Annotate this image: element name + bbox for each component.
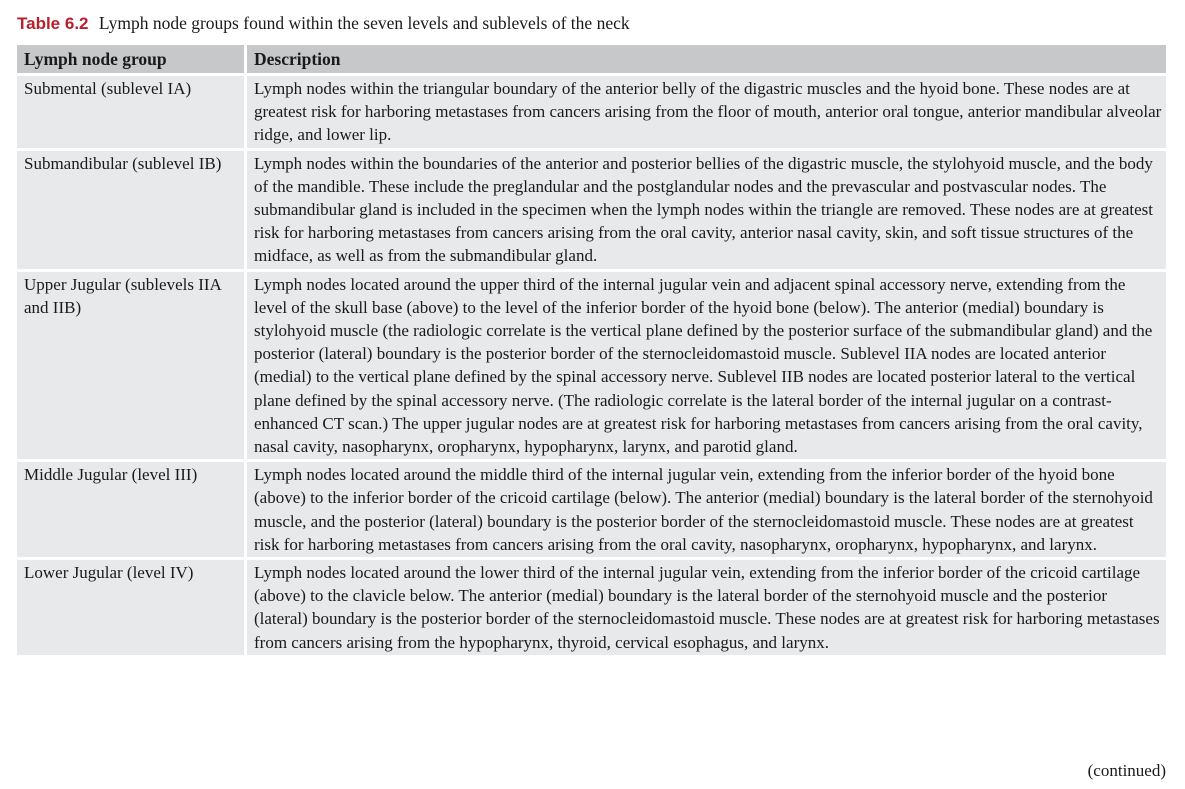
table-row: [17, 75, 1166, 150]
table-row: [17, 461, 1166, 559]
lymph-node-group-cell: Middle Jugular (level III): [17, 461, 246, 559]
table-header-row: [17, 45, 1166, 75]
table-number: Table 6.2: [17, 14, 89, 33]
table-row: [17, 149, 1166, 270]
description-cell: Lymph nodes located around the middle third of the internal jugular vein, extending from the inferior border of the hyoid bone (above) to the inferior border of the cricoid cartilage (below). The anterior (medial) boundary is the lateral border of the sternohyoid muscle, and the posterior (lateral) boundary is the posterior border of the sternocleidomastoid muscle. These nodes are at greatest risk for harboring metastases from cancers arising from the oral cavity, nasopharynx, oropharynx, hypopharynx, and larynx.: [246, 461, 1167, 559]
table-row: [17, 559, 1166, 655]
lymph-node-group-cell: Lower Jugular (level IV): [17, 559, 246, 655]
table-title: Lymph node groups found within the seven levels and sublevels of the neck: [98, 13, 630, 33]
lymph-node-group-cell: Submandibular (sublevel IB): [17, 149, 246, 270]
column-header-description: Description: [246, 45, 1167, 75]
lymph-node-group-cell: Submental (sublevel IA): [17, 75, 246, 150]
table-row: [17, 270, 1166, 461]
column-header-group: Lymph node group: [17, 45, 246, 75]
lymph-node-group-cell: Upper Jugular (sublevels IIA and IIB): [17, 270, 246, 461]
description-cell: Lymph nodes located around the upper third of the internal jugular vein and adjacent spinal accessory nerve, extending from the level of the skull base (above) to the level of the inferior border of the hyoid bone (below). The anterior (medial) boundary is stylohyoid muscle (the radiologic correlate is the vertical plane defined by the posterior surface of the submandibular gland) and the posterior (lateral) boundary is the posterior border of the sternocleidomastoid muscle. Sublevel IIA nodes are located anterior (medial) to the vertical plane defined by the spinal accessory nerve. Sublevel IIB nodes are located posterior lateral to the vertical plane defined by the spinal accessory nerve. (The radiologic correlate is the lateral border of the internal jugular on a contrast-enhanced CT scan.) The upper jugular nodes are at greatest risk for harboring metastases from cancers arising from the oral cavity, nasal cavity, nasopharynx, oropharynx, hypopharynx, larynx, and parotid gland.: [246, 270, 1167, 461]
continued-note: (continued): [1087, 761, 1166, 780]
description-cell: Lymph nodes within the boundaries of the anterior and posterior bellies of the digastric muscle, the stylohyoid muscle, and the body of the mandible. These include the preglandular and the postglandular nodes and the prevascular and postvascular nodes. The submandibular gland is included in the specimen when the lymph nodes within the triangle are removed. These nodes are at greatest risk for harboring metastases from cancers arising from the oral cavity, anterior nasal cavity, skin, and soft tissue structures of the midface, as well as from the submandibular gland.: [246, 149, 1167, 270]
description-cell: Lymph nodes located around the lower third of the internal jugular vein, extending from the inferior border of the cricoid cartilage (above) to the clavicle below. The anterior (medial) boundary is the lateral border of the sternohyoid muscle and the posterior (lateral) boundary is the posterior border of the sternocleidomastoid muscle. These nodes are at greatest risk for harboring metastases from cancers arising from the hypopharynx, thyroid, cervical esophagus, and larynx.: [246, 559, 1167, 655]
lymph-node-table: [17, 45, 1166, 655]
table-caption: [17, 10, 1177, 37]
description-cell: Lymph nodes within the triangular boundary of the anterior belly of the digastric muscles and the hyoid bone. These nodes are at greatest risk for harboring metastases from cancers arising from the floor of mouth, anterior oral tongue, anterior mandibular alveolar ridge, and lower lip.: [246, 75, 1167, 150]
